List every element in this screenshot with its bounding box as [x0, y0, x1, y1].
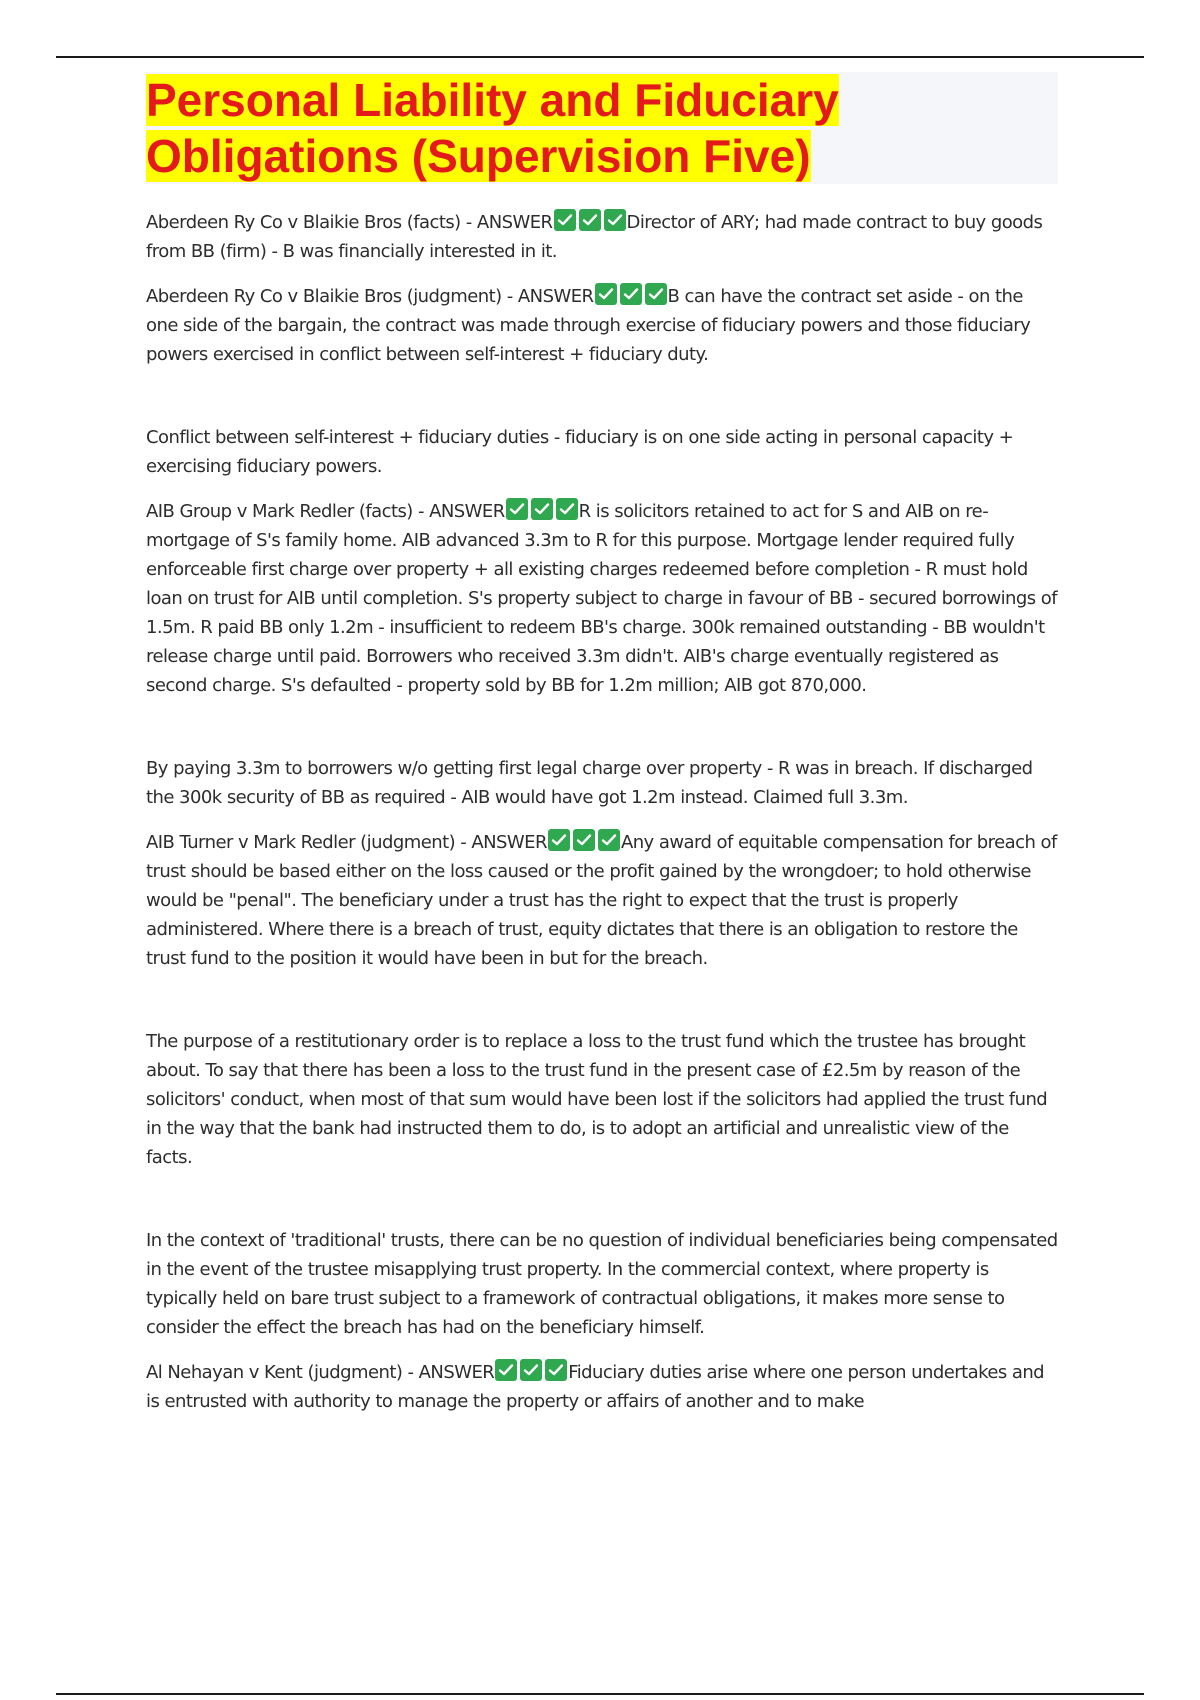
- check-mark-icon: [506, 498, 528, 520]
- page-title: [146, 72, 1058, 184]
- continuation-paragraph: Conflict between self-interest + fiduciary duties - fiduciary is on one side acting in personal capacity + exercising fiduciary powers.: [146, 427, 1014, 477]
- question-text: Aberdeen Ry Co v Blaikie Bros (facts) - ANSWER: [146, 212, 553, 233]
- check-mark-icon: [645, 283, 667, 305]
- answer-text: Any award of equitable compensation for breach of trust should be based either on the loss caused or the profit gained by the wrongdoer; to hold otherwise would be "penal". The beneficiary under a trust has the right to expect that the trust is properly administered. Where there is a breach of trust, equity dictates that there is an obligation to restore the trust fund to the position it would have been in but for the breach.: [146, 832, 1057, 969]
- answer-check-marks: [495, 1359, 567, 1381]
- check-mark-icon: [598, 829, 620, 851]
- check-mark-icon: [579, 209, 601, 231]
- top-rule: [56, 56, 1144, 58]
- qa-entry: [146, 1358, 1058, 1416]
- question-text: Aberdeen Ry Co v Blaikie Bros (judgment) - ANSWER: [146, 286, 594, 307]
- qa-entry: [146, 282, 1058, 369]
- check-mark-icon: [573, 829, 595, 851]
- continuation-paragraph: By paying 3.3m to borrowers w/o getting first legal charge over property - R was in breach. If discharged the 300k security of BB as required - AIB would have got 1.2m instead. Claimed full 3.3m.: [146, 758, 1033, 808]
- check-mark-icon: [554, 209, 576, 231]
- check-mark-icon: [620, 283, 642, 305]
- qa-entry: [146, 828, 1058, 973]
- page-title-text: Personal Liability and Fiduciary Obligations (Supervision Five): [146, 74, 839, 182]
- check-mark-icon: [604, 209, 626, 231]
- check-mark-icon: [595, 283, 617, 305]
- answer-text: Director of ARY; had made contract to buy goods from BB (firm) - B was financially interested in it.: [146, 212, 1043, 262]
- check-mark-icon: [545, 1359, 567, 1381]
- answer-check-marks: [548, 829, 620, 851]
- bottom-rule: [56, 1693, 1144, 1695]
- answer-check-marks: [506, 498, 578, 520]
- continuation-paragraph: In the context of 'traditional' trusts, there can be no question of individual beneficiaries being compensated in the event of the trustee misapplying trust property. In the commercial context, where property is typically held on bare trust subject to a framework of contractual obligations, it makes more sense to consider the effect the breach has had on the beneficiary himself.: [146, 1230, 1058, 1338]
- qa-entry: [146, 208, 1058, 266]
- question-text: Al Nehayan v Kent (judgment) - ANSWER: [146, 1362, 495, 1383]
- title-block: [146, 72, 1058, 184]
- qa-entry: [146, 497, 1058, 700]
- answer-text: R is solicitors retained to act for S and AIB on re-mortgage of S's family home. AIB advanced 3.3m to R for this purpose. Mortgage lender required fully enforceable first charge over property + all existing charges redeemed before completion - R must hold loan on trust for AIB until completion. S's property subject to charge in favour of BB - secured borrowings of 1.5m. R paid BB only 1.2m - insufficient to redeem BB's charge. 300k remained outstanding - BB wouldn't release charge until paid. Borrowers who received 3.3m didn't. AIB's charge eventually registered as second charge. S's defaulted - property sold by BB for 1.2m million; AIB got 870,000.: [146, 501, 1058, 696]
- answer-text: B can have the contract set aside - on the one side of the bargain, the contract was made through exercise of fiduciary powers and those fiduciary powers exercised in conflict between self-interest + fiduciary duty.: [146, 286, 1031, 365]
- question-text: AIB Turner v Mark Redler (judgment) - ANSWER: [146, 832, 547, 853]
- answer-check-marks: [595, 283, 667, 305]
- document-body: [146, 72, 1058, 1432]
- answer-check-marks: [554, 209, 626, 231]
- check-mark-icon: [531, 498, 553, 520]
- check-mark-icon: [556, 498, 578, 520]
- question-text: AIB Group v Mark Redler (facts) - ANSWER: [146, 501, 505, 522]
- check-mark-icon: [520, 1359, 542, 1381]
- check-mark-icon: [495, 1359, 517, 1381]
- continuation-paragraph: The purpose of a restitutionary order is to replace a loss to the trust fund which the trustee has brought about. To say that there has been a loss to the trust fund in the present case of £2.5m by reason of the solicitors' conduct, when most of that sum would have been lost if the solicitors had applied the trust fund in the way that the bank had instructed them to do, is to adopt an artificial and unrealistic view of the facts.: [146, 1031, 1048, 1168]
- check-mark-icon: [548, 829, 570, 851]
- answer-text: Fiduciary duties arise where one person undertakes and is entrusted with authority to manage the property or affairs of another and to make: [146, 1362, 1045, 1412]
